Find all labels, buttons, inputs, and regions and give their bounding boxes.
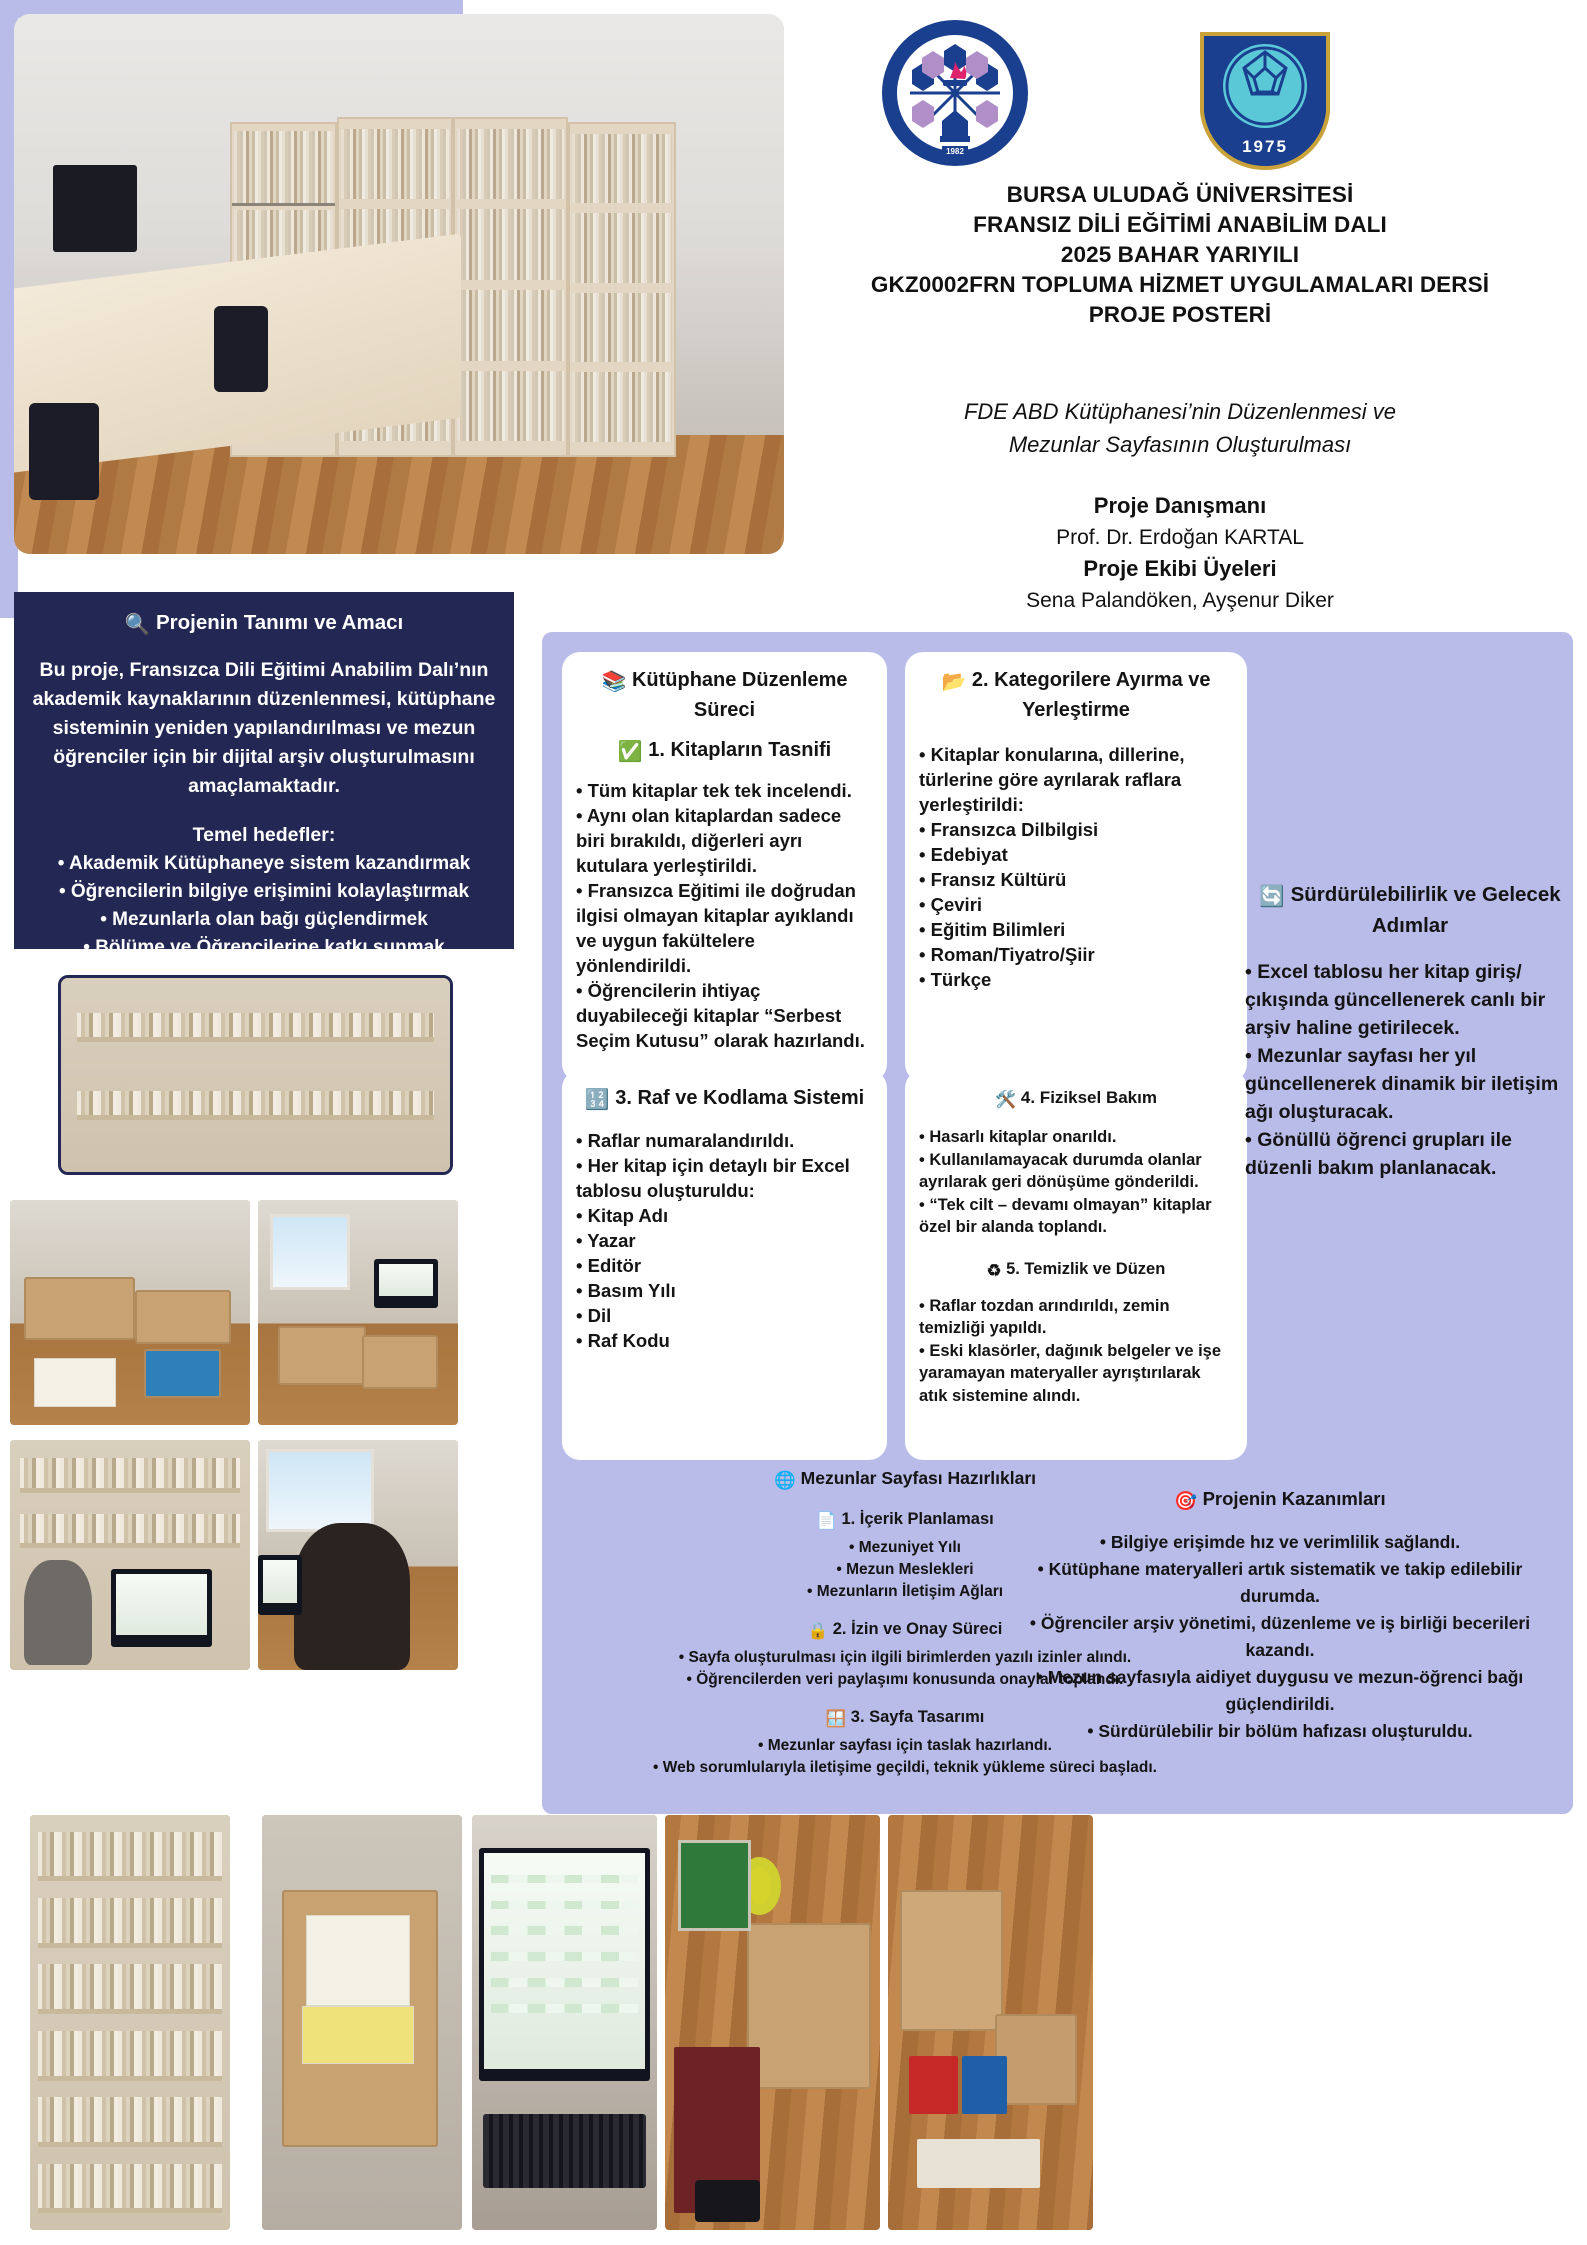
aim-paragraph: Bu proje, Fransızca Dili Eğitimi Anabilim Dalı’nın akademik kaynaklarının düzenlenmesi, kütüphane sisteminin yeniden yapılandırılması ve mezun öğrenciler için bir dijital arşiv oluşturulmasını amaçlamaktadır. <box>32 659 496 797</box>
sustain-heading-row <box>1245 880 1575 940</box>
project-subtitle <box>830 395 1530 461</box>
title-line-3: 2025 BAHAR YARIYILI <box>1060 242 1300 267</box>
window-icon: 🪟 <box>825 1710 847 1728</box>
uludag-university-faculty-of-education-logo <box>880 18 1030 168</box>
advisor-at-desk-photo <box>10 1440 250 1670</box>
books-icon: 📚 <box>601 671 627 693</box>
team-names: Sena Palandöken, Ayşenur Diker <box>1026 589 1334 612</box>
sustain-item: • Excel tablosu her kitap giriş/çıkışında güncellenerek canlı bir arşiv haline getirilecek. <box>1245 961 1546 1039</box>
recycle-arrows-icon: 🔄 <box>1259 885 1285 908</box>
graduates-heading: Mezunlar Sayfası Hazırlıkları <box>800 1468 1037 1488</box>
shelf-heading-row <box>576 1084 873 1114</box>
cardboard-box-with-books-photo <box>262 1815 462 2230</box>
clean-item: • Eski klasörler, dağınık belgeler ve işe yaramayan materyaller ayrıştırılarak atık sistemine alındı. <box>919 1341 1222 1405</box>
tools-icon: 🛠️ <box>995 1090 1017 1109</box>
card-physical-maintenance <box>905 1070 1247 1460</box>
graduates-step-2-item: • Sayfa oluşturulması için ilgili birimlerden yazılı izinler alındı. <box>678 1649 1132 1666</box>
team-label: Proje Ekibi Üyeleri <box>1083 556 1277 581</box>
title-line-4: GKZ0002FRN TOPLUMA HİZMET UYGULAMALARI DERSİ <box>870 272 1490 297</box>
graduates-step-1-item: • Mezunların İletişim Ağları <box>806 1583 1004 1600</box>
gains-item: • Sürdürülebilir bir bölüm hafızası oluşturuldu. <box>1087 1721 1473 1741</box>
library-room-overview-photo <box>14 14 784 554</box>
shelf-field: • Basım Yılı <box>576 1280 676 1301</box>
subtitle-line-2: Mezunlar Sayfasının Oluşturulması <box>1008 432 1352 457</box>
process-item: • Öğrencilerin ihtiyaç duyabileceği kitaplar “Serbest Seçim Kutusu” olarak hazırlandı. <box>576 980 865 1051</box>
advisor-label: Proje Danışmanı <box>1093 493 1267 518</box>
logo-row <box>860 18 1500 168</box>
input-numbers-icon: 🔢 <box>584 1089 610 1111</box>
category-item: • Çeviri <box>919 894 983 915</box>
globe-icon: 🌐 <box>773 1470 796 1490</box>
aim-title-row <box>28 608 500 640</box>
process-item: • Aynı olan kitaplardan sadece biri bırakıldı, diğerleri ayrı kutulara yerleştirildi. <box>576 805 842 876</box>
student-working-at-computer-photo <box>258 1440 458 1670</box>
gains-item: • Kütüphane materyalleri artık sistematik ve takip edilebilir durumda. <box>1037 1559 1523 1606</box>
lock-icon: 🔒 <box>807 1622 829 1640</box>
maint-heading: 4. Fiziksel Bakım <box>1020 1088 1157 1107</box>
process-item: • Tüm kitaplar tek tek incelendi. <box>576 780 852 801</box>
maint-item: • Kullanılamayacak durumda olanlar ayrılarak geri dönüşüme gönderildi. <box>919 1150 1202 1191</box>
project-aim-box <box>14 592 514 958</box>
process-step-title: 1. Kitapların Tasnifi <box>648 739 832 761</box>
boxes-on-floor-photo-1 <box>10 1200 250 1425</box>
bookshelf-closeup-photo <box>58 975 453 1175</box>
category-item: • Roman/Tiyatro/Şiir <box>919 944 1095 965</box>
logo-year-1982: 1982 <box>946 147 964 156</box>
folder-icon: 📂 <box>941 671 967 693</box>
category-item: • Edebiyat <box>919 844 1008 865</box>
graduates-step-1-title: 1. İçerik Planlaması <box>841 1510 994 1528</box>
target-icon: 🎯 <box>1174 1490 1198 1511</box>
aim-title: Projenin Tanımı ve Amacı <box>156 611 404 634</box>
shelf-field: • Raf Kodu <box>576 1330 670 1351</box>
gains-heading-row <box>1000 1485 1560 1515</box>
gains-heading: Projenin Kazanımları <box>1202 1488 1386 1509</box>
shelf-intro: • Her kitap için detaylı bir Excel tablosu oluşturuldu: <box>576 1155 850 1201</box>
maint-item: • Hasarlı kitaplar onarıldı. <box>919 1128 1117 1146</box>
shelf-field: • Yazar <box>576 1230 636 1251</box>
maint-heading-row <box>919 1084 1233 1114</box>
recycle-icon: ♻ <box>986 1261 1002 1280</box>
process-item: • Fransızca Eğitimi ile doğrudan ilgisi olmayan kitaplar ayıklandı ve uygun fakültelere yönlendirildi. <box>576 880 856 976</box>
shelf-intro: • Raflar numaralandırıldı. <box>576 1130 795 1151</box>
sustain-item: • Gönüllü öğrenci grupları ile düzenli bakım planlanacak. <box>1245 1129 1512 1179</box>
clean-heading-row <box>919 1255 1233 1285</box>
aim-goal-item: • Mezunlarla olan bağı güçlendirmek <box>100 909 428 930</box>
categories-heading-row <box>919 666 1233 724</box>
gains-item: • Mezun sayfasıyla aidiyet duygusu ve mezun-öğrenci bağı güçlendirildi. <box>1036 1667 1524 1714</box>
aim-goals-title: Temel hedefler: <box>192 824 336 846</box>
project-people-block <box>830 490 1530 616</box>
subtitle-line-1: FDE ABD Kütüphanesi’nin Düzenlenmesi ve <box>963 399 1397 424</box>
process-step-row <box>576 736 873 766</box>
categories-heading: 2. Kategorilere Ayırma ve Yerleştirme <box>971 669 1211 721</box>
maint-item: • “Tek cilt – devamı olmayan” kitaplar özel bir alanda toplandı. <box>919 1195 1212 1236</box>
title-line-1: BURSA ULUDAĞ ÜNİVERSİTESİ <box>1006 182 1354 207</box>
clean-item: • Raflar tozdan arındırıldı, zemin temizliği yapıldı. <box>919 1296 1170 1337</box>
aim-goal-item: • Bölüme ve Öğrencilerine katkı sunmak <box>83 937 445 958</box>
categories-intro: • Kitaplar konularına, dillerine, türlerine göre ayrılarak raflara yerleştirildi: <box>919 744 1185 815</box>
title-line-5: PROJE POSTERİ <box>1088 302 1272 327</box>
poster-title-block <box>830 180 1530 330</box>
sustainability-block <box>1245 880 1575 1182</box>
check-mark-icon: ✅ <box>617 741 643 763</box>
bursa-uludag-university-logo <box>1190 24 1340 174</box>
card-categorization-and-placement <box>905 652 1247 1082</box>
aim-goal-item: • Öğrencilerin bilgiye erişimini kolaylaştırmak <box>58 881 470 902</box>
aim-goal-item: • Akademik Kütüphaneye sistem kazandırmak <box>57 853 471 874</box>
shelf-field: • Editör <box>576 1255 642 1276</box>
gains-item: • Öğrenciler arşiv yönetimi, düzenleme ve iş birliği becerileri kazandı. <box>1029 1613 1531 1660</box>
project-gains-block <box>1000 1485 1560 1745</box>
graduates-step-3-item: • Web sorumlularıyla iletişime geçildi, teknik yükleme süreci başladı. <box>653 1759 1157 1776</box>
graduates-step-2-item: • Öğrencilerden veri paylaşımı konusunda onaylar toplandı. <box>686 1671 1124 1688</box>
clean-heading: 5. Temizlik ve Düzen <box>1006 1259 1166 1278</box>
card-shelf-and-coding-system <box>562 1070 887 1460</box>
title-line-2: FRANSIZ DİLİ EĞİTİMİ ANABİLİM DALI <box>973 212 1387 237</box>
full-bookshelf-photo <box>30 1815 230 2230</box>
card-library-organization-process <box>562 652 887 1082</box>
graduates-step-3-title: 3. Sayfa Tasarımı <box>850 1708 985 1726</box>
shelf-field: • Dil <box>576 1305 612 1326</box>
advisor-name: Prof. Dr. Erdoğan KARTAL <box>1056 526 1304 549</box>
process-heading: Kütüphane Düzenleme Süreci <box>631 669 848 721</box>
category-item: • Fransızca Dilbilgisi <box>919 819 1099 840</box>
graduates-step-1-item: • Mezuniyet Yılı <box>849 1539 961 1556</box>
book-repair-materials-photo <box>665 1815 880 2230</box>
sorted-books-on-floor-photo <box>888 1815 1093 2230</box>
graduates-step-3-item: • Mezunlar sayfası için taslak hazırlandı. <box>757 1737 1052 1754</box>
logo-year-1975: 1975 <box>1242 137 1288 156</box>
category-item: • Fransız Kültürü <box>919 869 1067 890</box>
graduates-step-2-title: 2. İzin ve Onay Süreci <box>832 1620 1003 1638</box>
category-item: • Eğitim Bilimleri <box>919 919 1066 940</box>
sustain-heading: Sürdürülebilirlik ve Gelecek Adımlar <box>1290 883 1561 937</box>
process-heading-row <box>576 666 873 724</box>
shelf-field: • Kitap Adı <box>576 1205 669 1226</box>
shelf-heading: 3. Raf ve Kodlama Sistemi <box>615 1087 865 1109</box>
search-icon: 🔍 <box>124 613 151 636</box>
gains-item: • Bilgiye erişimde hız ve verimlilik sağlandı. <box>1099 1532 1461 1552</box>
sustain-item: • Mezunlar sayfası her yıl güncellenerek dinamik bir iletişim ağı oluşturacak. <box>1245 1045 1559 1123</box>
excel-spreadsheet-on-monitor-photo <box>472 1815 657 2230</box>
graduates-step-1-item: • Mezun Meslekleri <box>836 1561 974 1578</box>
document-icon: 📄 <box>816 1512 837 1530</box>
boxes-on-floor-photo-2 <box>258 1200 458 1425</box>
category-item: • Türkçe <box>919 969 992 990</box>
